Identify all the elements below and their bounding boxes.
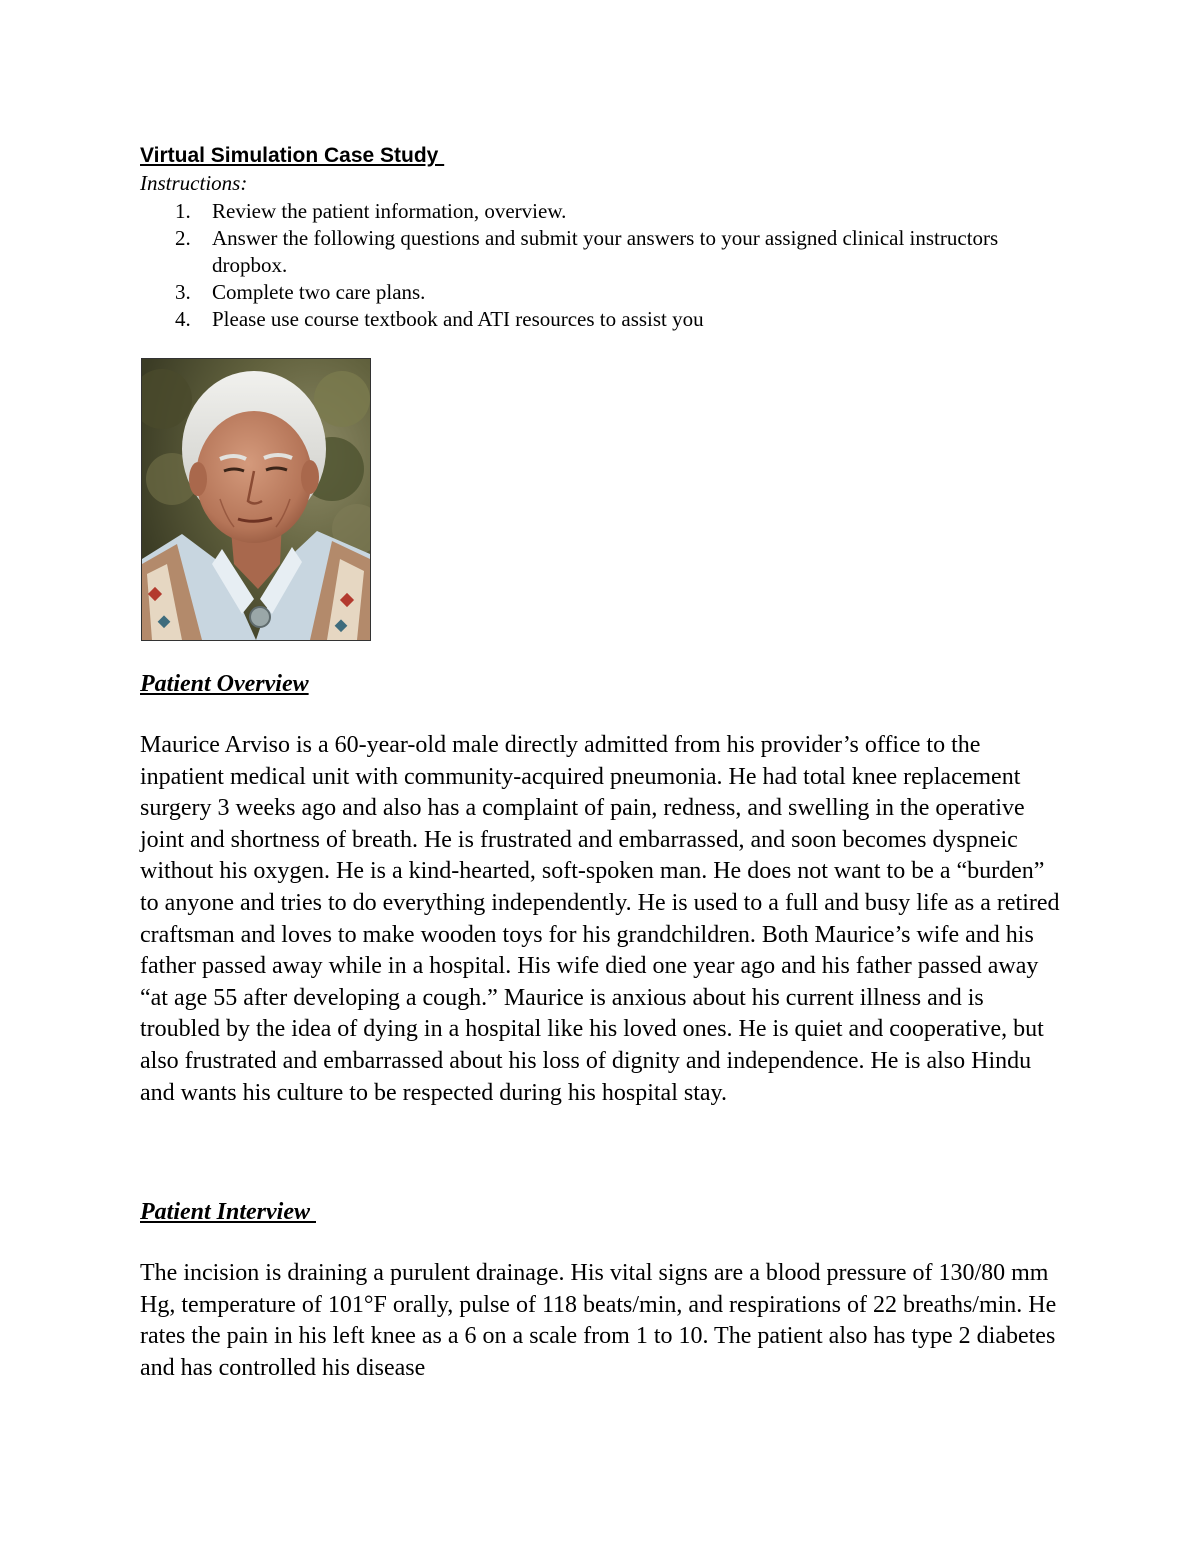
instructions-list — [140, 198, 1020, 333]
instruction-item — [140, 198, 1020, 225]
instruction-item — [140, 225, 1020, 279]
instruction-number: 4. — [175, 307, 191, 331]
instructions-label: Instructions: — [140, 171, 248, 195]
instruction-text: Answer the following questions and submit your answers to your assigned clinical instructors dropbox. — [212, 226, 999, 277]
instruction-item — [140, 306, 1020, 333]
interview-heading: Patient Interview — [140, 1199, 316, 1225]
instruction-text: Please use course textbook and ATI resources to assist you — [212, 307, 704, 331]
overview-heading: Patient Overview — [140, 671, 309, 697]
interview-paragraph: The incision is draining a purulent drainage. His vital signs are a blood pressure of 130/80 mm Hg, temperature of 101°F orally, pulse of 118 beats/min, and respirations of 22 breaths/min. He rates the pain in his left knee as a 6 on a scale from 1 to 10. The patient also has type 2 diabetes and has controlled his disease — [140, 1260, 1057, 1381]
instruction-number: 2. — [175, 226, 191, 250]
instruction-item — [140, 279, 1020, 306]
overview-paragraph: Maurice Arviso is a 60-year-old male directly admitted from his provider’s office to the inpatient medical unit with community-acquired pneumonia. He had total knee replacement surgery 3 weeks ago and also has a complaint of pain, redness, and swelling in the operative joint and shortness of breath. He is frustrated and embarrassed, and soon becomes dyspneic without his oxygen. He is a kind-hearted, soft-spoken man. He does not want to be a “burden” to anyone and tries to do everything independently. He is used to a full and busy life as a retired craftsman and loves to make wooden toys for his grandchildren. Both Maurice’s wife and his father passed away while in a hospital. His wife died one year ago and his father passed away “at age 55 after developing a cough.” Maurice is anxious about his current illness and is troubled by the idea of dying in a hospital like his loved ones. He is quiet and cooperative, but also frustrated and embarrassed about his loss of dignity and independence. He is also Hindu and wants his culture to be respected during his hospital stay. — [140, 732, 1060, 1106]
instruction-text: Review the patient information, overview. — [212, 199, 567, 223]
document-title: Virtual Simulation Case Study — [140, 144, 445, 167]
patient-portrait-icon — [142, 359, 370, 640]
instruction-text: Complete two care plans. — [212, 280, 426, 304]
patient-photo — [141, 358, 371, 641]
instruction-number: 3. — [175, 280, 191, 304]
instruction-number: 1. — [175, 199, 191, 223]
